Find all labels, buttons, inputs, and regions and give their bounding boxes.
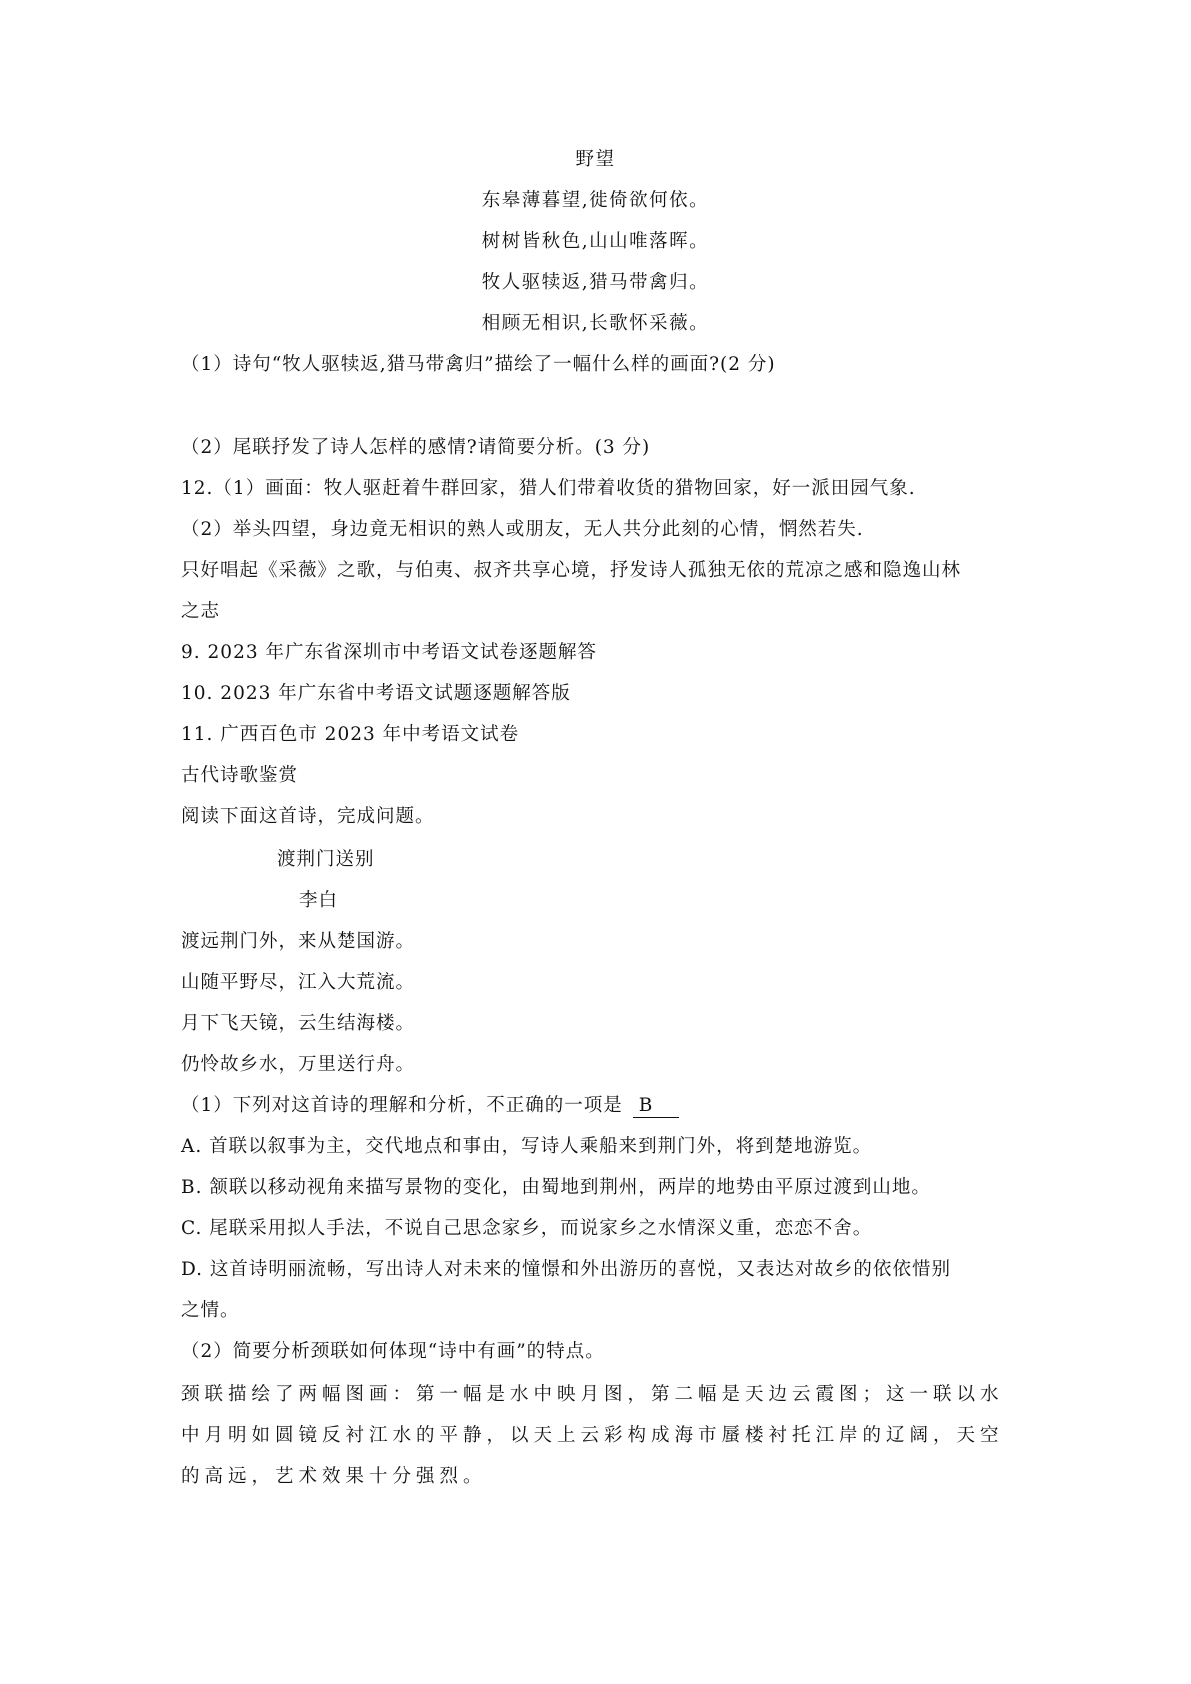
poem2-answer-2-line-1: 颈联描绘了两幅图画：第一幅是水中映月图，第二幅是天边云霞图；这一联以水 [181,1384,1004,1405]
poem2-line-3: 月下飞天镜，云生结海楼。 [181,1013,416,1034]
poem2-author: 李白 [299,890,339,911]
poem1-title: 野望 [575,149,616,170]
reference-9: 9. 2023 年广东省深圳市中考语文试卷逐题解答 [181,642,597,663]
poem2-line-1: 渡远荆门外，来从楚国游。 [181,931,416,952]
section-heading: 古代诗歌鉴赏 [181,765,299,786]
poem2-question-2: （2）简要分析颈联如何体现“诗中有画”的特点。 [181,1341,605,1362]
reference-10: 10. 2023 年广东省中考语文试题逐题解答版 [181,683,571,704]
poem1-answer-1: 12.（1）画面：牧人驱赶着牛群回家，猎人们带着收货的猎物回家，好一派田园气象. [181,478,916,499]
poem2-answer-2-line-3: 的高远，艺术效果十分强烈。 [181,1466,487,1487]
poem2-question-1 [181,1094,679,1118]
poem1-line-1: 东皋薄暮望,徙倚欲何依。 [481,190,710,211]
poem1-line-2: 树树皆秋色,山山唯落晖。 [481,231,710,252]
poem2-question-1-prompt: （1）下列对这首诗的理解和分析，不正确的一项是 [181,1095,623,1116]
option-a: A. 首联以叙事为主，交代地点和事由，写诗人乘船来到荆门外，将到楚地游览。 [181,1136,873,1157]
reference-11: 11. 广西百色市 2023 年中考语文试卷 [181,724,520,745]
poem1-answer-2-cont-2: 之志 [181,601,221,622]
poem2-line-2: 山随平野尽，江入大荒流。 [181,972,416,993]
poem2-question-1-answer: B [633,1095,679,1118]
poem2-answer-2-line-2: 中月明如圆镜反衬江水的平静，以天上云彩构成海市蜃楼衬托江岸的辽阔，天空 [181,1425,1004,1446]
option-b: B. 颔联以移动视角来描写景物的变化，由蜀地到荆州，两岸的地势由平原过渡到山地。 [181,1177,931,1198]
poem1-line-3: 牧人驱犊返,猎马带禽归。 [481,272,710,293]
poem2-title: 渡荆门送别 [277,849,375,870]
poem1-answer-2-cont-1: 只好唱起《采薇》之歌，与伯夷、叔齐共享心境，抒发诗人孤独无依的荒凉之感和隐逸山林 [181,560,962,581]
poem1-line-4: 相顾无相识,长歌怀采薇。 [481,313,710,334]
option-c: C. 尾联采用拟人手法，不说自己思念家乡，而说家乡之水情深义重，恋恋不舍。 [181,1218,873,1239]
option-d: D. 这首诗明丽流畅，写出诗人对未来的憧憬和外出游历的喜悦，又表达对故乡的依依惜别 [181,1259,951,1280]
option-d-cont: 之情。 [181,1300,240,1321]
poem1-question-1: （1）诗句“牧人驱犊返,猎马带禽归”描绘了一幅什么样的画面?(2 分) [181,354,776,375]
poem1-question-2: （2）尾联抒发了诗人怎样的感情?请简要分析。(3 分) [181,437,651,458]
poem2-line-4: 仍怜故乡水，万里送行舟。 [181,1054,416,1075]
poem1-answer-2: （2）举头四望，身边竟无相识的熟人或朋友，无人共分此刻的心情，惘然若失. [181,519,864,540]
section-instruction: 阅读下面这首诗，完成问题。 [181,806,435,827]
